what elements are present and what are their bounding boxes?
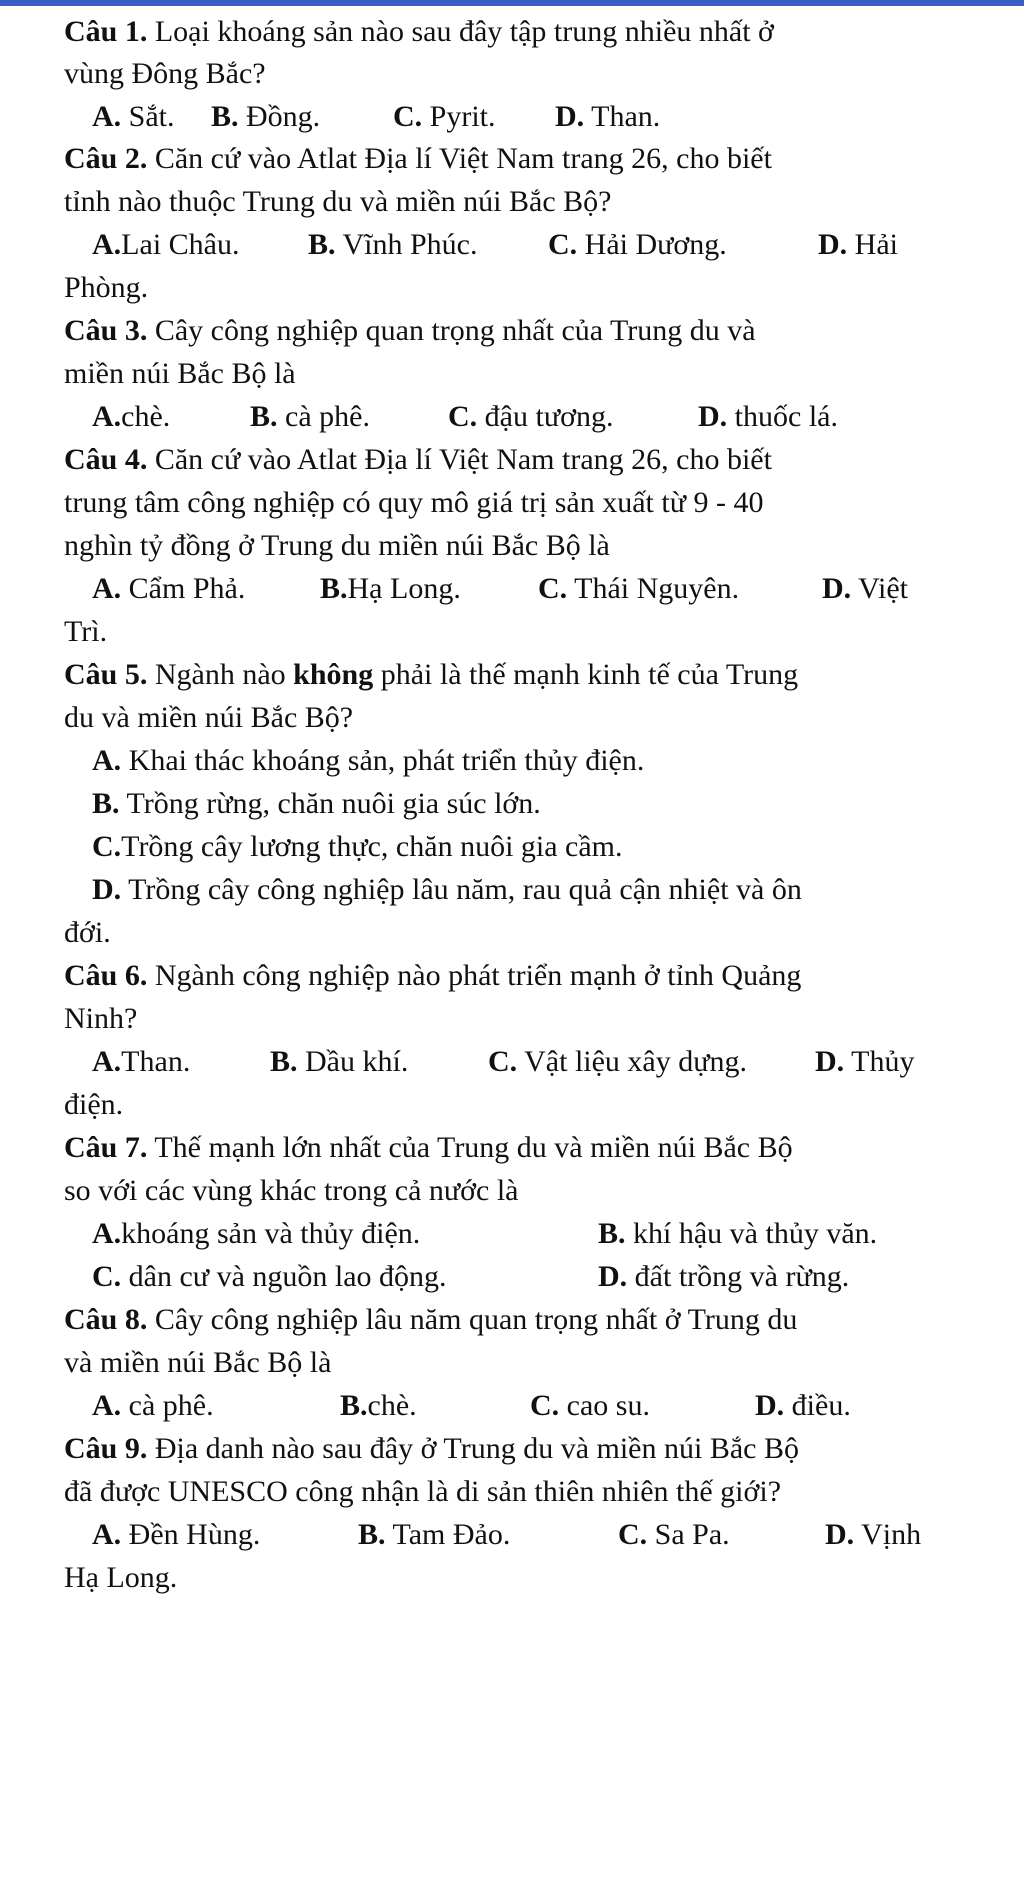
- question-stem: Căn cứ vào Atlat Địa lí Việt Nam trang 26, cho biết: [147, 443, 772, 476]
- question-2: [64, 141, 772, 177]
- option-c: C. cao su.: [530, 1389, 650, 1422]
- question-stem-cont: trung tâm công nghiệp có quy mô giá trị sản xuất từ 9 - 40: [64, 486, 764, 519]
- question-9: [64, 1431, 799, 1467]
- question-4: [64, 442, 772, 478]
- question-stem: Ngành công nghiệp nào phát triển mạnh ở tỉnh Quảng: [147, 959, 802, 992]
- question-3: [64, 313, 756, 349]
- question-label: Câu 7.: [64, 1131, 148, 1164]
- option-a: A. Cẩm Phả.: [92, 572, 246, 605]
- option-d: D. Than.: [555, 100, 661, 133]
- option-d: D. Hải: [818, 228, 898, 261]
- option-wrap: Trì.: [64, 615, 108, 648]
- option-d: D. thuốc lá.: [698, 400, 838, 433]
- question-stem-cont: đã được UNESCO công nhận là di sản thiên nhiên thế giới?: [64, 1475, 782, 1508]
- option-b: B. khí hậu và thủy văn.: [598, 1217, 878, 1250]
- option-d: D. Vịnh: [825, 1518, 922, 1551]
- question-5: Câu 5. Ngành nào không phải là thế mạnh kinh tế của Trung: [64, 658, 799, 691]
- option-a: A. Khai thác khoáng sản, phát triển thủy điện.: [92, 744, 645, 777]
- option-wrap: đới.: [64, 916, 111, 949]
- option-c: C. Thái Nguyên.: [538, 572, 740, 605]
- option-a: A. Sắt.: [92, 100, 175, 133]
- question-label: Câu 9.: [64, 1432, 148, 1465]
- emphasis-word: không: [293, 658, 374, 691]
- question-6: [64, 958, 801, 994]
- option-c: C. dân cư và nguồn lao động.: [92, 1260, 447, 1293]
- option-c: C. Hải Dương.: [548, 228, 727, 261]
- option-c: C. đậu tương.: [448, 400, 614, 433]
- question-stem: Thế mạnh lớn nhất của Trung du và miền núi Bắc Bộ: [147, 1131, 793, 1164]
- question-label: Câu 5.: [64, 658, 148, 691]
- question-label: Câu 4.: [64, 443, 148, 476]
- option-d: D. Việt: [822, 572, 908, 605]
- question-stem: Cây công nghiệp quan trọng nhất của Trung du và: [147, 314, 756, 347]
- option-b: B. cà phê.: [250, 400, 370, 433]
- option-c: C. Sa Pa.: [618, 1518, 730, 1551]
- option-d: D. Trồng cây công nghiệp lâu năm, rau quả cận nhiệt và ôn: [92, 873, 802, 906]
- option-c: C. Vật liệu xây dựng.: [488, 1045, 748, 1078]
- question-label: Câu 2.: [64, 142, 148, 175]
- question-stem-cont: vùng Đông Bắc?: [64, 57, 266, 90]
- option-d: D. điều.: [755, 1389, 851, 1422]
- option-a: A. cà phê.: [92, 1389, 214, 1422]
- option-wrap: Phòng.: [64, 271, 149, 304]
- question-stem-cont: và miền núi Bắc Bộ là: [64, 1346, 332, 1379]
- option-a: A.Lai Châu.: [92, 228, 240, 261]
- question-8: [64, 1302, 797, 1338]
- option-d: D. đất trồng và rừng.: [598, 1260, 850, 1293]
- option-a: A. Đền Hùng.: [92, 1518, 261, 1551]
- option-c: C. Pyrit.: [393, 100, 496, 133]
- question-stem-cont: Ninh?: [64, 1002, 138, 1035]
- option-a: A.khoáng sản và thủy điện.: [92, 1217, 421, 1250]
- question-label: Câu 6.: [64, 959, 148, 992]
- question-stem-cont: so với các vùng khác trong cả nước là: [64, 1174, 519, 1207]
- question-label: Câu 1.: [64, 15, 148, 48]
- option-a: A.Than.: [92, 1045, 191, 1078]
- option-c: C.Trồng cây lương thực, chăn nuôi gia cầm.: [92, 830, 623, 863]
- option-b: B.Hạ Long.: [320, 572, 461, 605]
- option-b: B. Vĩnh Phúc.: [308, 228, 478, 261]
- option-wrap: điện.: [64, 1088, 124, 1121]
- question-stem-cont: miền núi Bắc Bộ là: [64, 357, 296, 390]
- question-stem-cont: du và miền núi Bắc Bộ?: [64, 701, 354, 734]
- option-a: A.chè.: [92, 400, 171, 433]
- question-1: [64, 14, 774, 50]
- option-b: B. Trồng rừng, chăn nuôi gia súc lớn.: [92, 787, 541, 820]
- option-b: B.chè.: [340, 1389, 417, 1422]
- question-stem: Địa danh nào sau đây ở Trung du và miền núi Bắc Bộ: [147, 1432, 799, 1465]
- question-stem: Cây công nghiệp lâu năm quan trọng nhất ở Trung du: [147, 1303, 798, 1336]
- option-b: B. Dầu khí.: [270, 1045, 409, 1078]
- question-label: Câu 3.: [64, 314, 148, 347]
- question-stem-cont: tỉnh nào thuộc Trung du và miền núi Bắc Bộ?: [64, 185, 612, 218]
- question-stem-cont: nghìn tỷ đồng ở Trung du miền núi Bắc Bộ là: [64, 529, 610, 562]
- question-stem: Loại khoáng sản nào sau đây tập trung nhiều nhất ở: [147, 15, 774, 48]
- question-7: [64, 1130, 793, 1166]
- question-label: Câu 8.: [64, 1303, 148, 1336]
- question-stem: Căn cứ vào Atlat Địa lí Việt Nam trang 26, cho biết: [147, 142, 772, 175]
- option-d: D. Thủy: [815, 1045, 915, 1078]
- option-b: B. Tam Đảo.: [358, 1518, 511, 1551]
- option-b: B. Đồng.: [211, 100, 321, 133]
- option-wrap: Hạ Long.: [64, 1561, 178, 1594]
